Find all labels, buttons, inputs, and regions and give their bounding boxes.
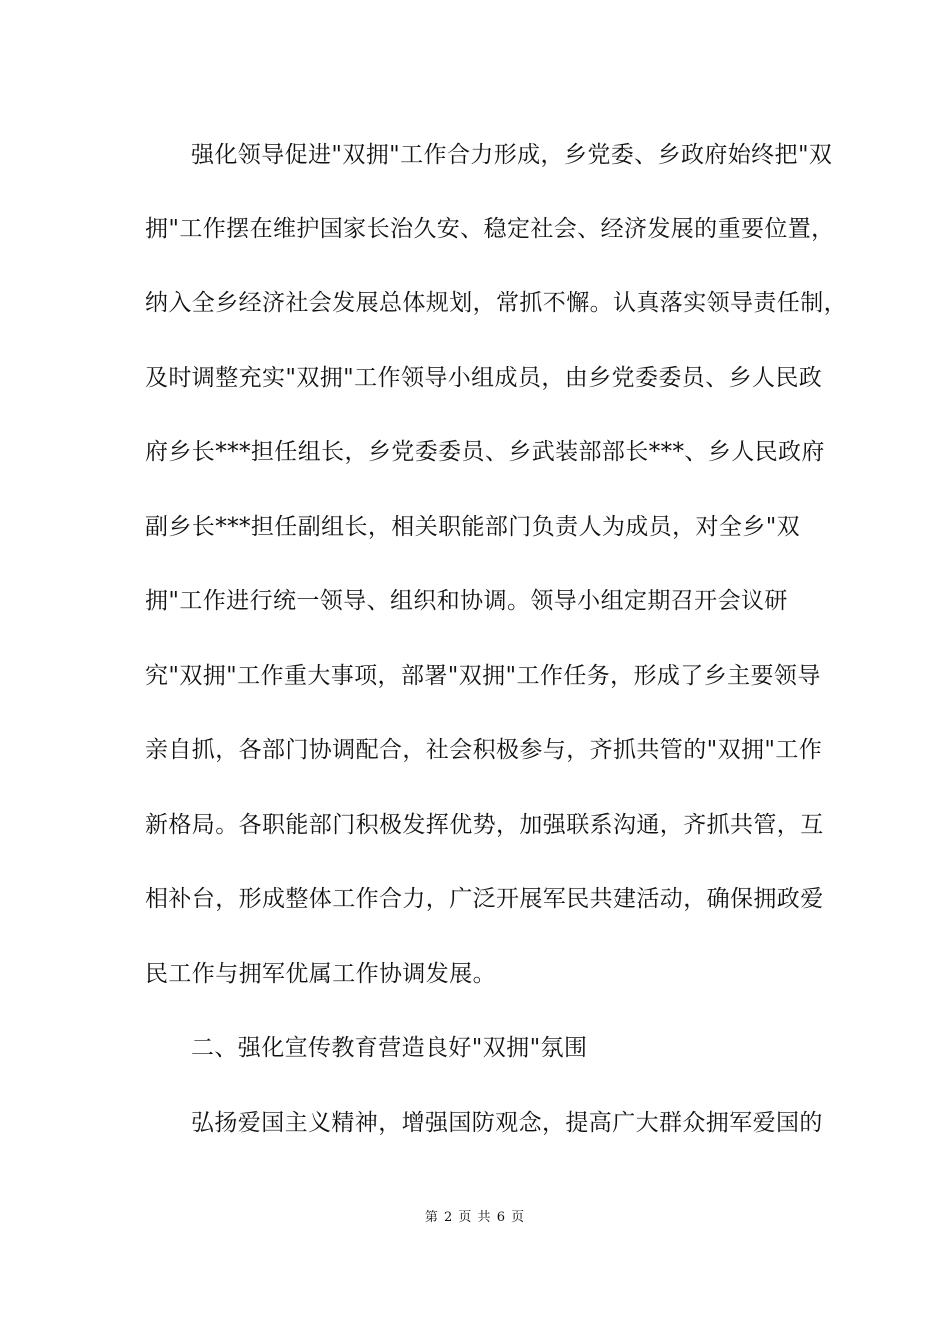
page-footer: 第 2 页 共 6 页 xyxy=(424,1210,526,1225)
paragraph-line: 副乡长***担任副组长，相关职能部门负责人为成员，对全乡"双 xyxy=(145,514,801,540)
paragraph-line: 民工作与拥军优属工作协调发展。 xyxy=(145,961,496,987)
paragraph-line: 拥"工作进行统一领导、组织和协调。领导小组定期召开会议研 xyxy=(145,588,788,614)
section-heading: 二、强化宣传教育营造良好"双拥"氛围 xyxy=(191,1035,588,1061)
paragraph-line: 府乡长***担任组长，乡党委委员、乡武装部部长***、乡人民政府 xyxy=(145,439,825,465)
paragraph-line: 强化领导促进"双拥"工作合力形成，乡党委、乡政府始终把"双 xyxy=(191,142,833,168)
paragraph-line: 纳入全乡经济社会发展总体规划，常抓不懈。认真落实领导责任制， xyxy=(145,290,847,316)
paragraph-line: 亲自抓，各部门协调配合，社会积极参与，齐抓共管的"双拥"工作 xyxy=(145,737,823,763)
paragraph-line: 新格局。各职能部门积极发挥优势，加强联系沟通，齐抓共管，互 xyxy=(145,812,824,838)
paragraph-line: 及时调整充实"双拥"工作领导小组成员，由乡党委委员、乡人民政 xyxy=(145,365,823,391)
paragraph-line: 弘扬爱国主义精神，增强国防观念，提高广大群众拥军爱国的 xyxy=(191,1110,823,1136)
paragraph-line: 相补台，形成整体工作合力，广泛开展军民共建活动，确保拥政爱 xyxy=(145,886,824,912)
paragraph-line: 究"双拥"工作重大事项，部署"双拥"工作任务，形成了乡主要领导 xyxy=(145,663,821,689)
paragraph-line: 拥"工作摆在维护国家长治久安、稳定社会、经济发展的重要位置， xyxy=(145,216,835,242)
